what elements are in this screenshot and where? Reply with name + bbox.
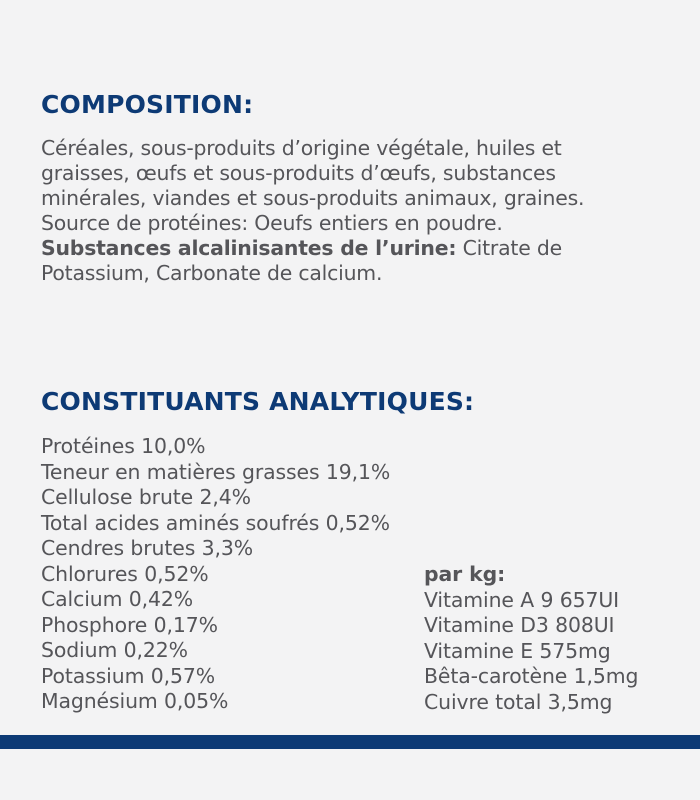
list-item: Cendres brutes 3,3% bbox=[41, 536, 254, 560]
alkaline-text: Citrate de bbox=[456, 236, 562, 260]
list-item: Chlorures 0,52% bbox=[41, 561, 209, 586]
composition-line: graisses, œufs et sous-produits d’œufs, substances bbox=[41, 161, 556, 185]
list-item: Calcium 0,42% bbox=[41, 587, 194, 611]
alkaline-line bbox=[41, 236, 671, 261]
list-item: Vitamine A 9 657UI bbox=[424, 587, 620, 612]
list-item: Vitamine E 575mg bbox=[424, 638, 611, 663]
per-kg-block bbox=[424, 562, 638, 715]
per-kg-label: par kg: bbox=[424, 562, 506, 586]
list-item: Sodium 0,22% bbox=[41, 638, 188, 662]
list-item: Cuivre total 3,5mg bbox=[424, 689, 613, 714]
list-item: Potassium 0,57% bbox=[41, 663, 215, 688]
list-item: Cellulose brute 2,4% bbox=[41, 485, 251, 509]
list-item: Phosphore 0,17% bbox=[41, 612, 218, 637]
alkaline-text-continued: Potassium, Carbonate de calcium. bbox=[41, 261, 383, 285]
composition-line: Source de protéines: Oeufs entiers en poudre. bbox=[41, 211, 503, 235]
composition-line: Céréales, sous-produits d’origine végétale, huiles et bbox=[41, 136, 562, 160]
analytic-constituents-list bbox=[41, 434, 390, 715]
composition-line: minérales, viandes et sous-produits animaux, graines. bbox=[41, 186, 585, 210]
list-item: Bêta-carotène 1,5mg bbox=[424, 664, 639, 688]
list-item: Total acides aminés soufrés 0,52% bbox=[41, 510, 390, 535]
analytics-heading: CONSTITUANTS ANALYTIQUES: bbox=[41, 387, 475, 416]
list-item: Protéines 10,0% bbox=[41, 434, 206, 458]
list-item: Teneur en matières grasses 19,1% bbox=[41, 459, 391, 484]
alkaline-label: Substances alcalinisantes de l’urine: bbox=[41, 236, 457, 260]
list-item: Vitamine D3 808UI bbox=[424, 613, 615, 637]
list-item: Magnésium 0,05% bbox=[41, 689, 229, 713]
bottom-bar bbox=[0, 735, 700, 749]
vitamin-list bbox=[424, 588, 638, 716]
composition-paragraph bbox=[41, 136, 671, 286]
composition-heading: COMPOSITION: bbox=[41, 90, 254, 119]
